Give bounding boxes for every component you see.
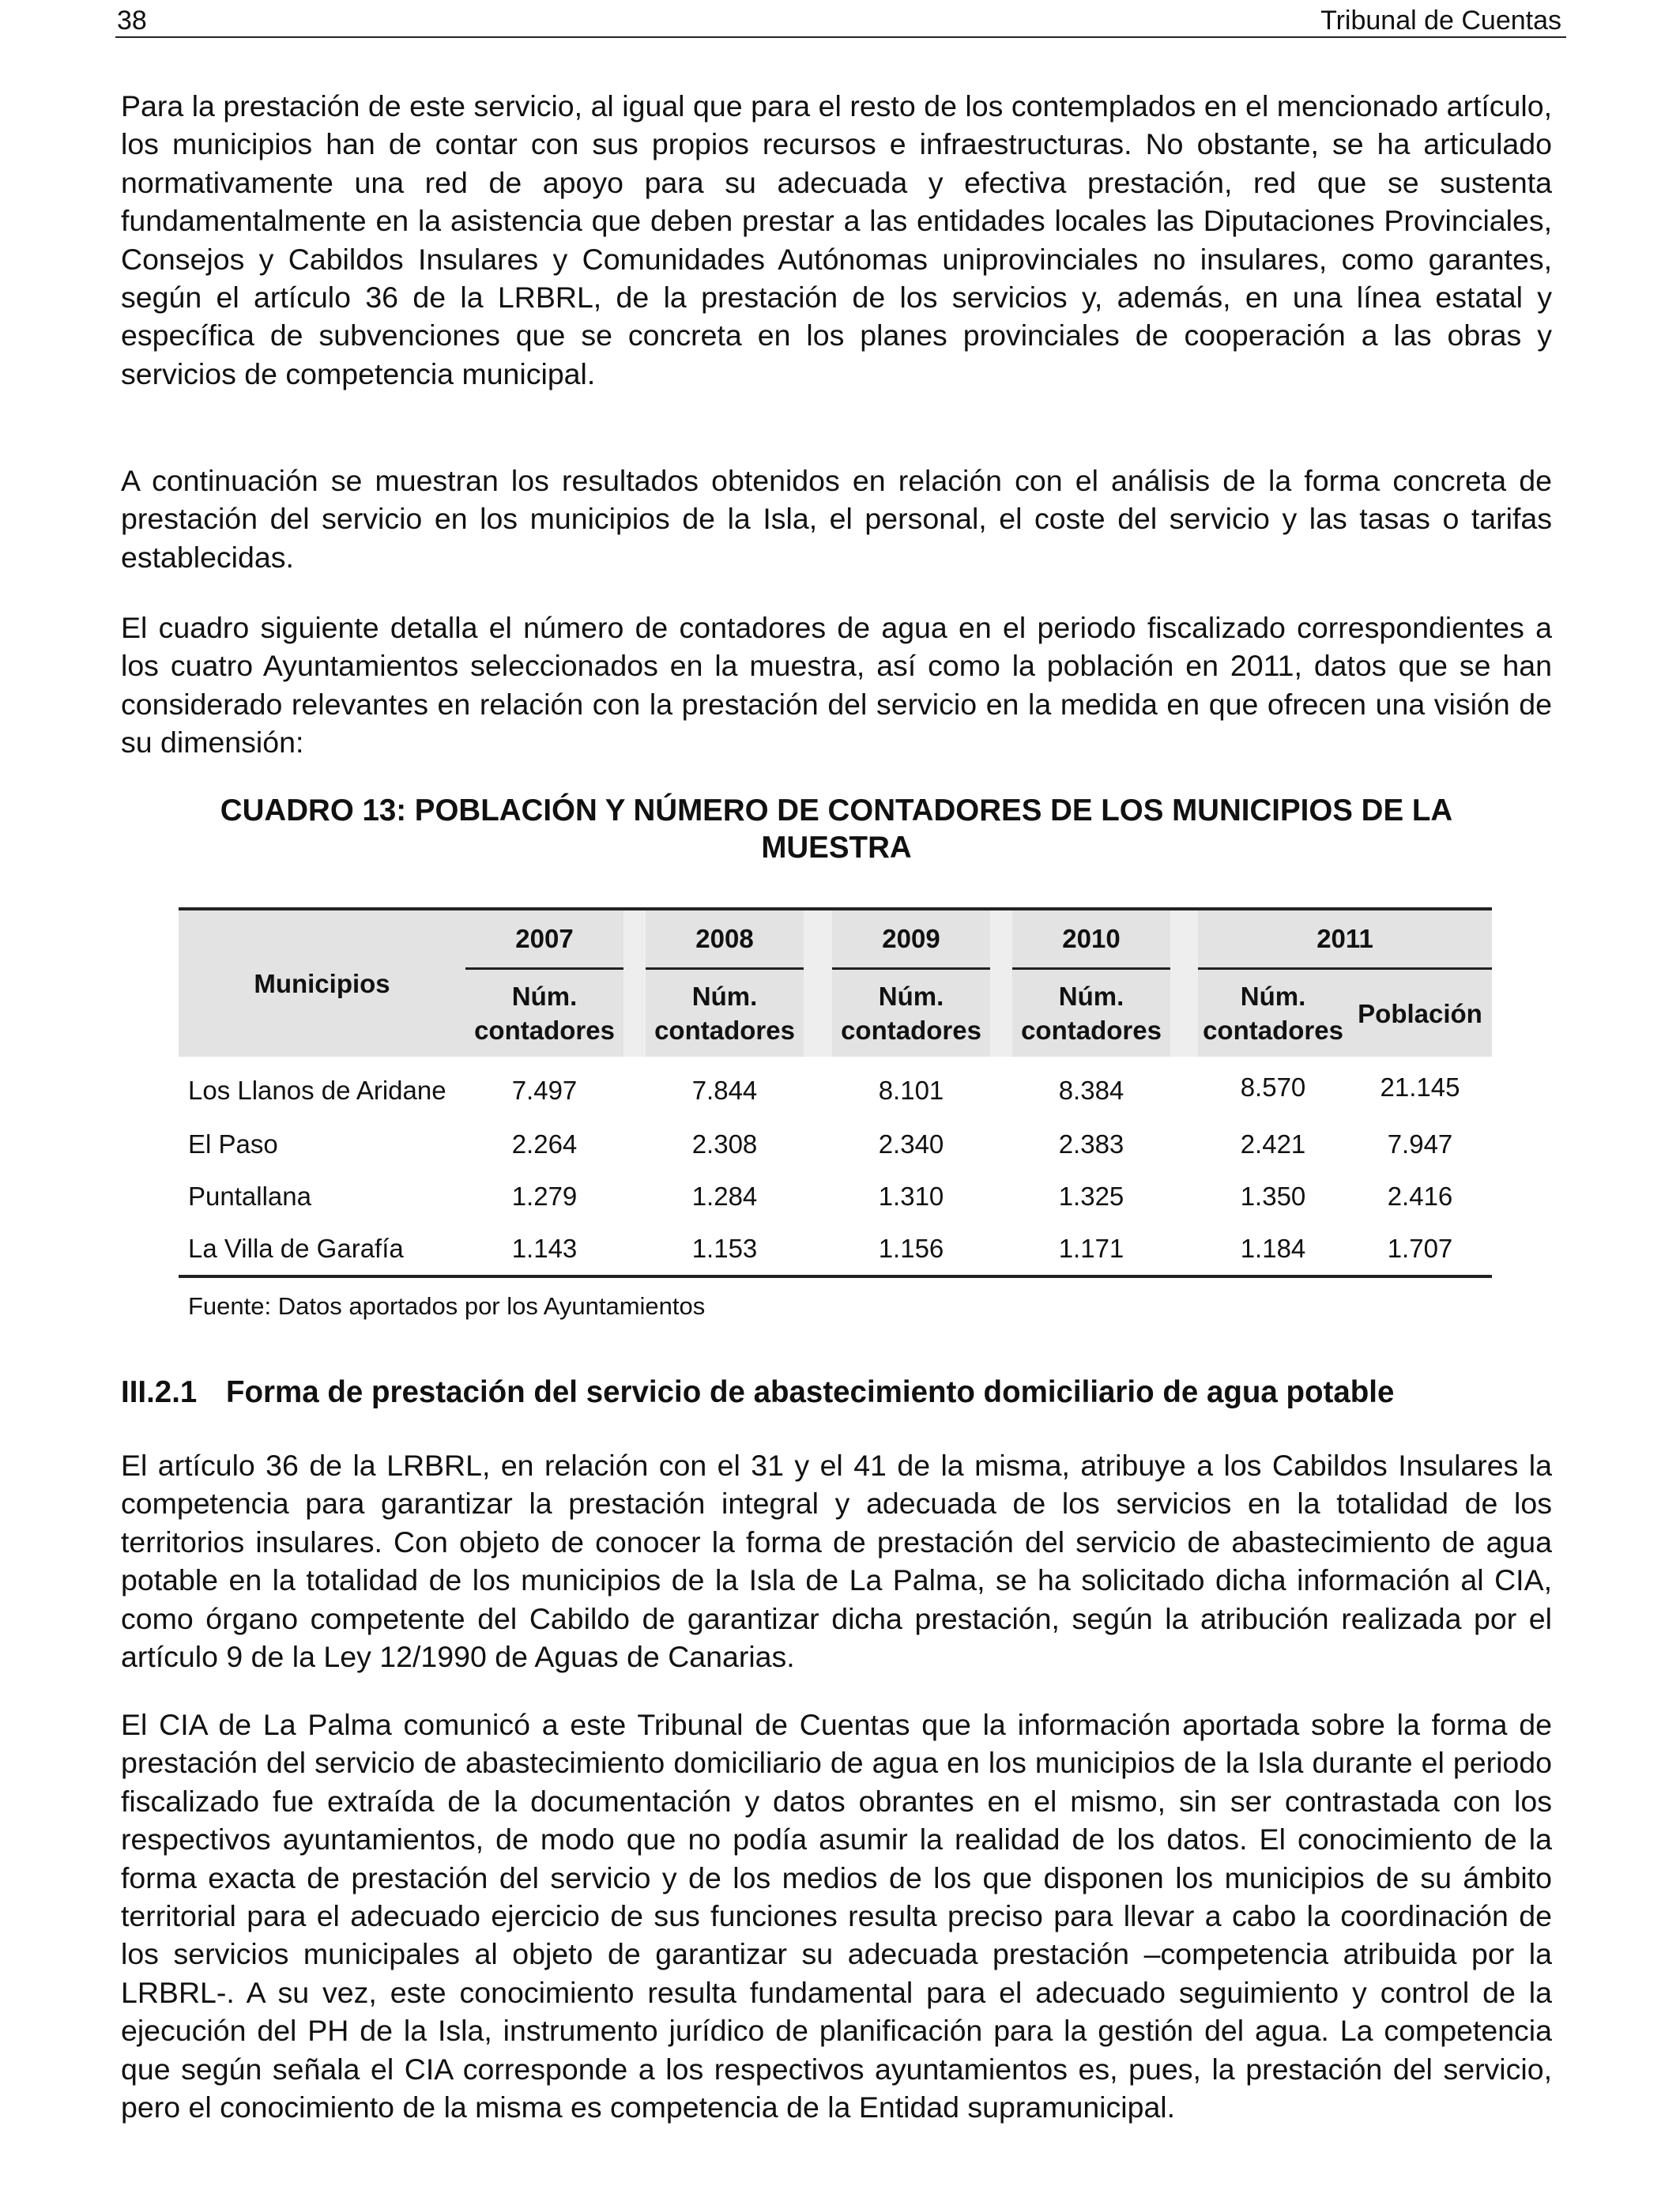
cell-2011: 1.184 xyxy=(1240,1234,1306,1263)
table-row xyxy=(179,1223,1492,1278)
cell-2011: 2.421 xyxy=(1240,1129,1306,1159)
cell-2009: 8.101 xyxy=(878,1076,944,1105)
cell-2007: 2.264 xyxy=(511,1129,578,1159)
cell-2009: 2.340 xyxy=(878,1129,944,1159)
header-year-2009: 2009 xyxy=(832,907,990,970)
cell-2010: 2.383 xyxy=(1058,1129,1124,1159)
section-heading xyxy=(121,1374,1552,1412)
subheader-2007: Núm. contadores xyxy=(465,970,623,1057)
cell-2008: 1.284 xyxy=(691,1182,758,1211)
table-source: Fuente: Datos aportados por los Ayuntamientos xyxy=(188,1292,706,1320)
municipio-name: El Paso xyxy=(188,1129,278,1159)
table-row xyxy=(179,1171,1492,1223)
subheader-2011 xyxy=(1198,970,1492,1057)
cell-2007: 1.143 xyxy=(465,1223,623,1278)
municipio-name: La Villa de Garafía xyxy=(179,1223,465,1278)
cell-2008: 1.153 xyxy=(646,1223,804,1278)
header-year-2010: 2010 xyxy=(1012,907,1170,970)
subheader-2009: Núm. contadores xyxy=(832,970,990,1057)
paragraph-3: El cuadro siguiente detalla el número de contadores de agua en el periodo fiscalizado correspondientes a los cuatro Ayuntamientos seleccionados en la muestra, así como la población en 2011, datos que se han considerado relevantes en relación con la prestación del servicio en la medida en que ofrecen una visión de su dimensión: xyxy=(121,611,1552,760)
header-year-2011: 2011 xyxy=(1198,907,1492,970)
table-row xyxy=(179,1057,1492,1118)
page-number: 38 xyxy=(117,6,147,36)
paragraph-2: A continuación se muestran los resultados obtenidos en relación con el análisis de la forma concreta de prestación del servicio en los municipios de la Isla, el personal, el coste del servicio y las tasas o tarifas establecidas. xyxy=(121,464,1552,574)
cell-2010: 8.384 xyxy=(1058,1076,1124,1105)
header-municipios: Municipios xyxy=(179,907,465,1057)
subheader-2011-contadores: Núm. contadores xyxy=(1203,982,1343,1045)
table-container xyxy=(179,907,1492,1321)
municipio-name: Puntallana xyxy=(188,1182,311,1211)
section-number: III.2.1 xyxy=(121,1375,198,1409)
paragraph-5: El CIA de La Palma comunicó a este Tribunal de Cuentas que la información aportada sobre la forma de prestación del servicio de abastecimiento domiciliario de agua en los municipios de la Isla durante el periodo fiscalizado fue extraída de la documentación y datos obrantes en el mismo, sin ser contrastada con los respectivos ayuntamientos, de modo que no podía asumir la realidad de los datos. El conocimiento de la forma exacta de prestación del servicio y de los medios de los que disponen los municipios de su ámbito territorial para el adecuado ejercicio de sus funciones resulta preciso para llevar a cabo la coordinación de los servicios municipales al objeto de garantizar su adecuada prestación –competencia atribuida por la LRBRL-. A su vez, este conocimiento resulta fundamental para el adecuado seguimiento y control de la ejecución del PH de la Isla, instrumento jurídico de planificación para la gestión del agua. La competencia que según señala el CIA corresponde a los respectivos ayuntamientos es, pues, la prestación del servicio, pero el conocimiento de la misma es competencia de la Entidad supramunicipal. xyxy=(121,1708,1552,2124)
table-row xyxy=(179,1118,1492,1171)
subheader-2010: Núm. contadores xyxy=(1012,970,1170,1057)
cell-2009: 1.156 xyxy=(832,1223,990,1278)
cell-2008: 7.844 xyxy=(691,1076,758,1105)
table-caption-line-1: CUADRO 13: POBLACIÓN Y NÚMERO DE CONTADORES DE LOS MUNICIPIOS DE LA xyxy=(220,794,1453,827)
cell-2011: 8.570 xyxy=(1240,1072,1306,1102)
paragraph-4: El artículo 36 de la LRBRL, en relación con el 31 y el 41 de la misma, atribuye a los Cabildos Insulares la competencia para garantizar la prestación integral y adecuada de los servicios en la totalidad de los territorios insulares. Con objeto de conocer la forma de prestación del servicio de abastecimiento de agua potable en la totalidad de los municipios de la Isla de La Palma, se ha solicitado dicha información al CIA, como órgano competente del Cabildo de garantizar dicha prestación, según la atribución realizada por el artículo 9 de la Ley 12/1990 de Aguas de Canarias. xyxy=(121,1449,1552,1674)
cell-2010: 1.325 xyxy=(1058,1182,1124,1211)
subheader-2011-poblacion: Población xyxy=(1358,998,1482,1028)
subheader-2008: Núm. contadores xyxy=(646,970,804,1057)
table-body xyxy=(179,1057,1492,1278)
page-header xyxy=(115,5,1566,38)
cell-poblacion: 21.145 xyxy=(1380,1072,1460,1102)
cell-poblacion: 1.707 xyxy=(1387,1234,1453,1263)
paragraph-1: Para la prestación de este servicio, al igual que para el resto de los contemplados en el mencionado artículo, los municipios han de contar con sus propios recursos e infraestructuras. No obstante, se ha articulado normativamente una red de apoyo para su adecuada y efectiva prestación, red que se sustenta fundamentalmente en la asistencia que deben prestar a las entidades locales las Diputaciones Provinciales, Consejos y Cabildos Insulares y Comunidades Autónomas uniprovinciales no insulares, como garantes, según el artículo 36 de la LRBRL, de la prestación de los servicios y, además, en una línea estatal y específica de subvenciones que se concreta en los planes provinciales de cooperación a las obras y servicios de competencia municipal. xyxy=(121,89,1552,390)
section-title: Forma de prestación del servicio de abastecimiento domiciliario de agua potable xyxy=(226,1375,1395,1409)
table-caption-line-2: MUESTRA xyxy=(761,831,912,865)
data-table xyxy=(179,907,1492,1278)
header-year-2007: 2007 xyxy=(465,907,623,970)
cell-2007: 7.497 xyxy=(511,1076,578,1105)
running-title: Tribunal de Cuentas xyxy=(1320,6,1561,36)
cell-2009: 1.310 xyxy=(878,1182,944,1211)
cell-2008: 2.308 xyxy=(691,1129,758,1159)
cell-2007: 1.279 xyxy=(511,1182,578,1211)
header-year-2008: 2008 xyxy=(646,907,804,970)
table-caption xyxy=(121,792,1552,866)
cell-poblacion: 7.947 xyxy=(1387,1129,1453,1159)
municipio-name: Los Llanos de Aridane xyxy=(188,1076,446,1105)
cell-2010: 1.171 xyxy=(1012,1223,1170,1278)
cell-2011: 1.350 xyxy=(1240,1182,1306,1211)
cell-poblacion: 2.416 xyxy=(1387,1182,1453,1211)
